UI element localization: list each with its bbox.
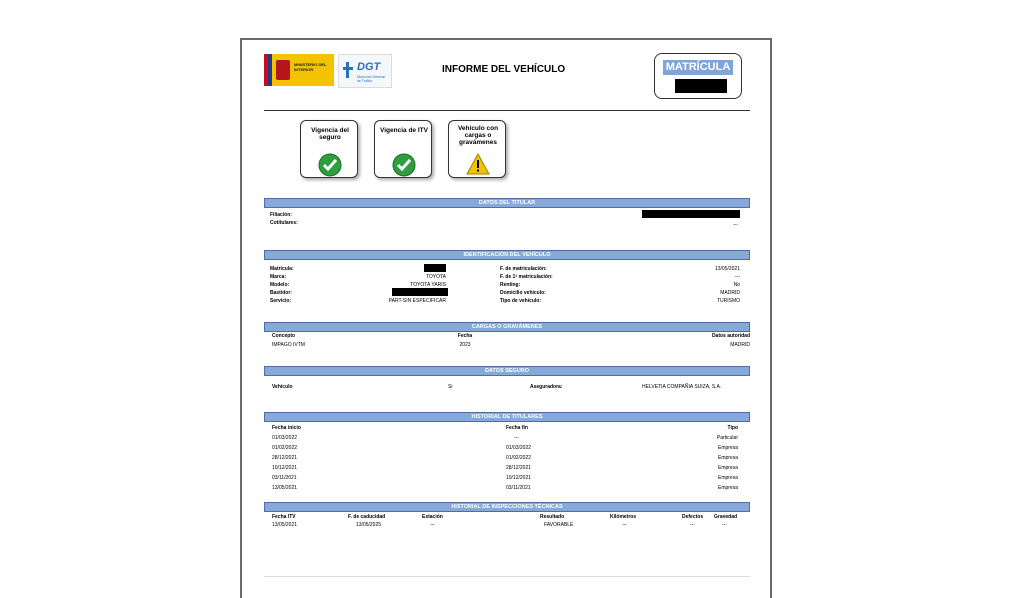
- itv-cell: ---: [722, 522, 727, 528]
- itv-cell: FAVORABLE: [544, 522, 574, 528]
- v-value: No: [733, 282, 740, 288]
- ministry-logo: MINISTERIO DEL INTERIOR: [264, 54, 334, 86]
- col-header: Fecha ITV: [272, 514, 296, 520]
- v-value: TOYOTA: [425, 274, 446, 280]
- aseguradora-value: HELVETIA COMPAÑIA SUIZA, S.A.: [642, 384, 722, 390]
- dgt-mark-icon: [343, 62, 353, 78]
- titular-cell: 28/12/2021: [506, 465, 532, 471]
- section-cargas: CARGAS O GRAVÁMENES: [264, 322, 750, 332]
- col-header: Datos autoridad: [711, 333, 750, 339]
- col-header: Gravedad: [714, 514, 738, 520]
- badge-itv: Vigencia de ITV: [374, 120, 432, 178]
- check-icon: [318, 153, 342, 177]
- report-page: [240, 38, 772, 598]
- plate-value-redacted: [675, 79, 727, 93]
- matricula-redacted: [424, 264, 446, 272]
- aseguradora-label: Aseguradora:: [530, 384, 563, 390]
- itv-cell: ---: [622, 522, 627, 528]
- v-value: TURISMO: [716, 298, 740, 304]
- section-seguro: DATOS SEGURO: [264, 366, 750, 376]
- itv-cell: ---: [430, 522, 435, 528]
- v-label: Renting:: [500, 282, 521, 288]
- cargas-cell: IMPAGO IVTM: [272, 342, 305, 348]
- section-vehiculo: IDENTIFICACIÓN DEL VEHÍCULO: [264, 250, 750, 260]
- plate-label: MATRÍCULA: [663, 60, 733, 75]
- titular-cell: Particular: [716, 435, 738, 441]
- filiacion-label: Filiación:: [270, 212, 292, 218]
- cotitulares-value: ---: [733, 222, 738, 228]
- col-header: Fecha: [457, 333, 473, 339]
- v-value: TOYOTA YARIS: [410, 282, 446, 288]
- col-header: Fecha fin: [506, 425, 528, 431]
- cargas-cell: 2023: [459, 342, 471, 348]
- titular-cell: ---: [514, 435, 519, 441]
- col-header: Defectos: [682, 514, 704, 520]
- v-label: Bastidor:: [270, 290, 292, 296]
- badge-cargas: Vehículo con cargas o gravámenes: [448, 120, 506, 178]
- check-icon: [392, 153, 416, 177]
- col-header: Tipo: [727, 425, 738, 431]
- titular-cell: 01/03/2022: [506, 445, 532, 451]
- dgt-logo: DGT Dirección General de Tráfico: [338, 54, 392, 88]
- titular-cell: 03/11/2021: [272, 475, 297, 481]
- titular-cell: 01/03/2022: [272, 435, 298, 441]
- col-header: F. de caducidad: [348, 514, 386, 520]
- v-value: PART-SIN ESPECIFICAR: [388, 298, 446, 304]
- v-value: ---: [735, 274, 740, 280]
- warning-icon: [466, 153, 490, 175]
- v-label: Servicio:: [270, 298, 292, 304]
- titular-cell: Empresa: [717, 465, 738, 471]
- plate-box: [654, 53, 742, 99]
- titular-cell: 28/12/2021: [272, 455, 298, 461]
- col-header: Resultado: [540, 514, 565, 520]
- titular-cell: 03/11/2021: [506, 485, 531, 491]
- cotitulares-label: Cotitulares:: [270, 220, 298, 226]
- v-label: Matrícula:: [270, 266, 294, 272]
- titular-cell: 10/12/2021: [272, 465, 298, 471]
- section-historial-titulares: HISTORIAL DE TITULARES: [264, 412, 750, 422]
- col-header: Kilómetros: [610, 514, 637, 520]
- v-value: MADRID: [720, 290, 740, 296]
- titular-cell: Empresa: [717, 455, 738, 461]
- footer-divider: [264, 576, 750, 577]
- titular-cell: 10/12/2021: [506, 475, 532, 481]
- v-label: F. de 1ª matriculación:: [500, 274, 553, 280]
- page-title: INFORME DEL VEHÍCULO: [442, 64, 566, 75]
- v-value: 13/05/2021: [714, 266, 740, 272]
- seguro-vehiculo-value: Si: [448, 384, 453, 390]
- section-itv: HISTORIAL DE INSPECCIONES TÉCNICAS: [264, 502, 750, 512]
- titular-cell: Empresa: [717, 445, 738, 451]
- v-label: Modelo:: [270, 282, 290, 288]
- titular-cell: Empresa: [717, 485, 738, 491]
- section-titular: DATOS DEL TITULAR: [264, 198, 750, 208]
- titular-cell: 01/02/2022: [506, 455, 532, 461]
- header-divider: [264, 110, 750, 111]
- cargas-cell: MADRID: [730, 342, 750, 348]
- filiacion-redacted: [642, 210, 740, 218]
- col-header: Estación: [422, 514, 443, 520]
- badge-seguro: Vigencia del seguro: [300, 120, 358, 178]
- bastidor-redacted: [392, 288, 448, 296]
- titular-cell: Empresa: [717, 475, 738, 481]
- titular-cell: 13/05/2021: [272, 485, 298, 491]
- v-label: Marca:: [270, 274, 287, 280]
- seguro-vehiculo-label: Vehículo: [272, 384, 293, 390]
- itv-cell: 13/05/2025: [356, 522, 382, 528]
- v-label: Tipo de vehículo:: [500, 298, 542, 304]
- col-header: Fecha inicio: [272, 425, 301, 431]
- col-header: Concepto: [272, 333, 296, 339]
- coat-of-arms-icon: [276, 60, 290, 80]
- titular-cell: 01/02/2022: [272, 445, 298, 451]
- v-label: F. de matriculación:: [500, 266, 547, 272]
- itv-cell: 13/05/2021: [272, 522, 298, 528]
- v-label: Domicilio vehículo:: [500, 290, 546, 296]
- itv-cell: ---: [690, 522, 695, 528]
